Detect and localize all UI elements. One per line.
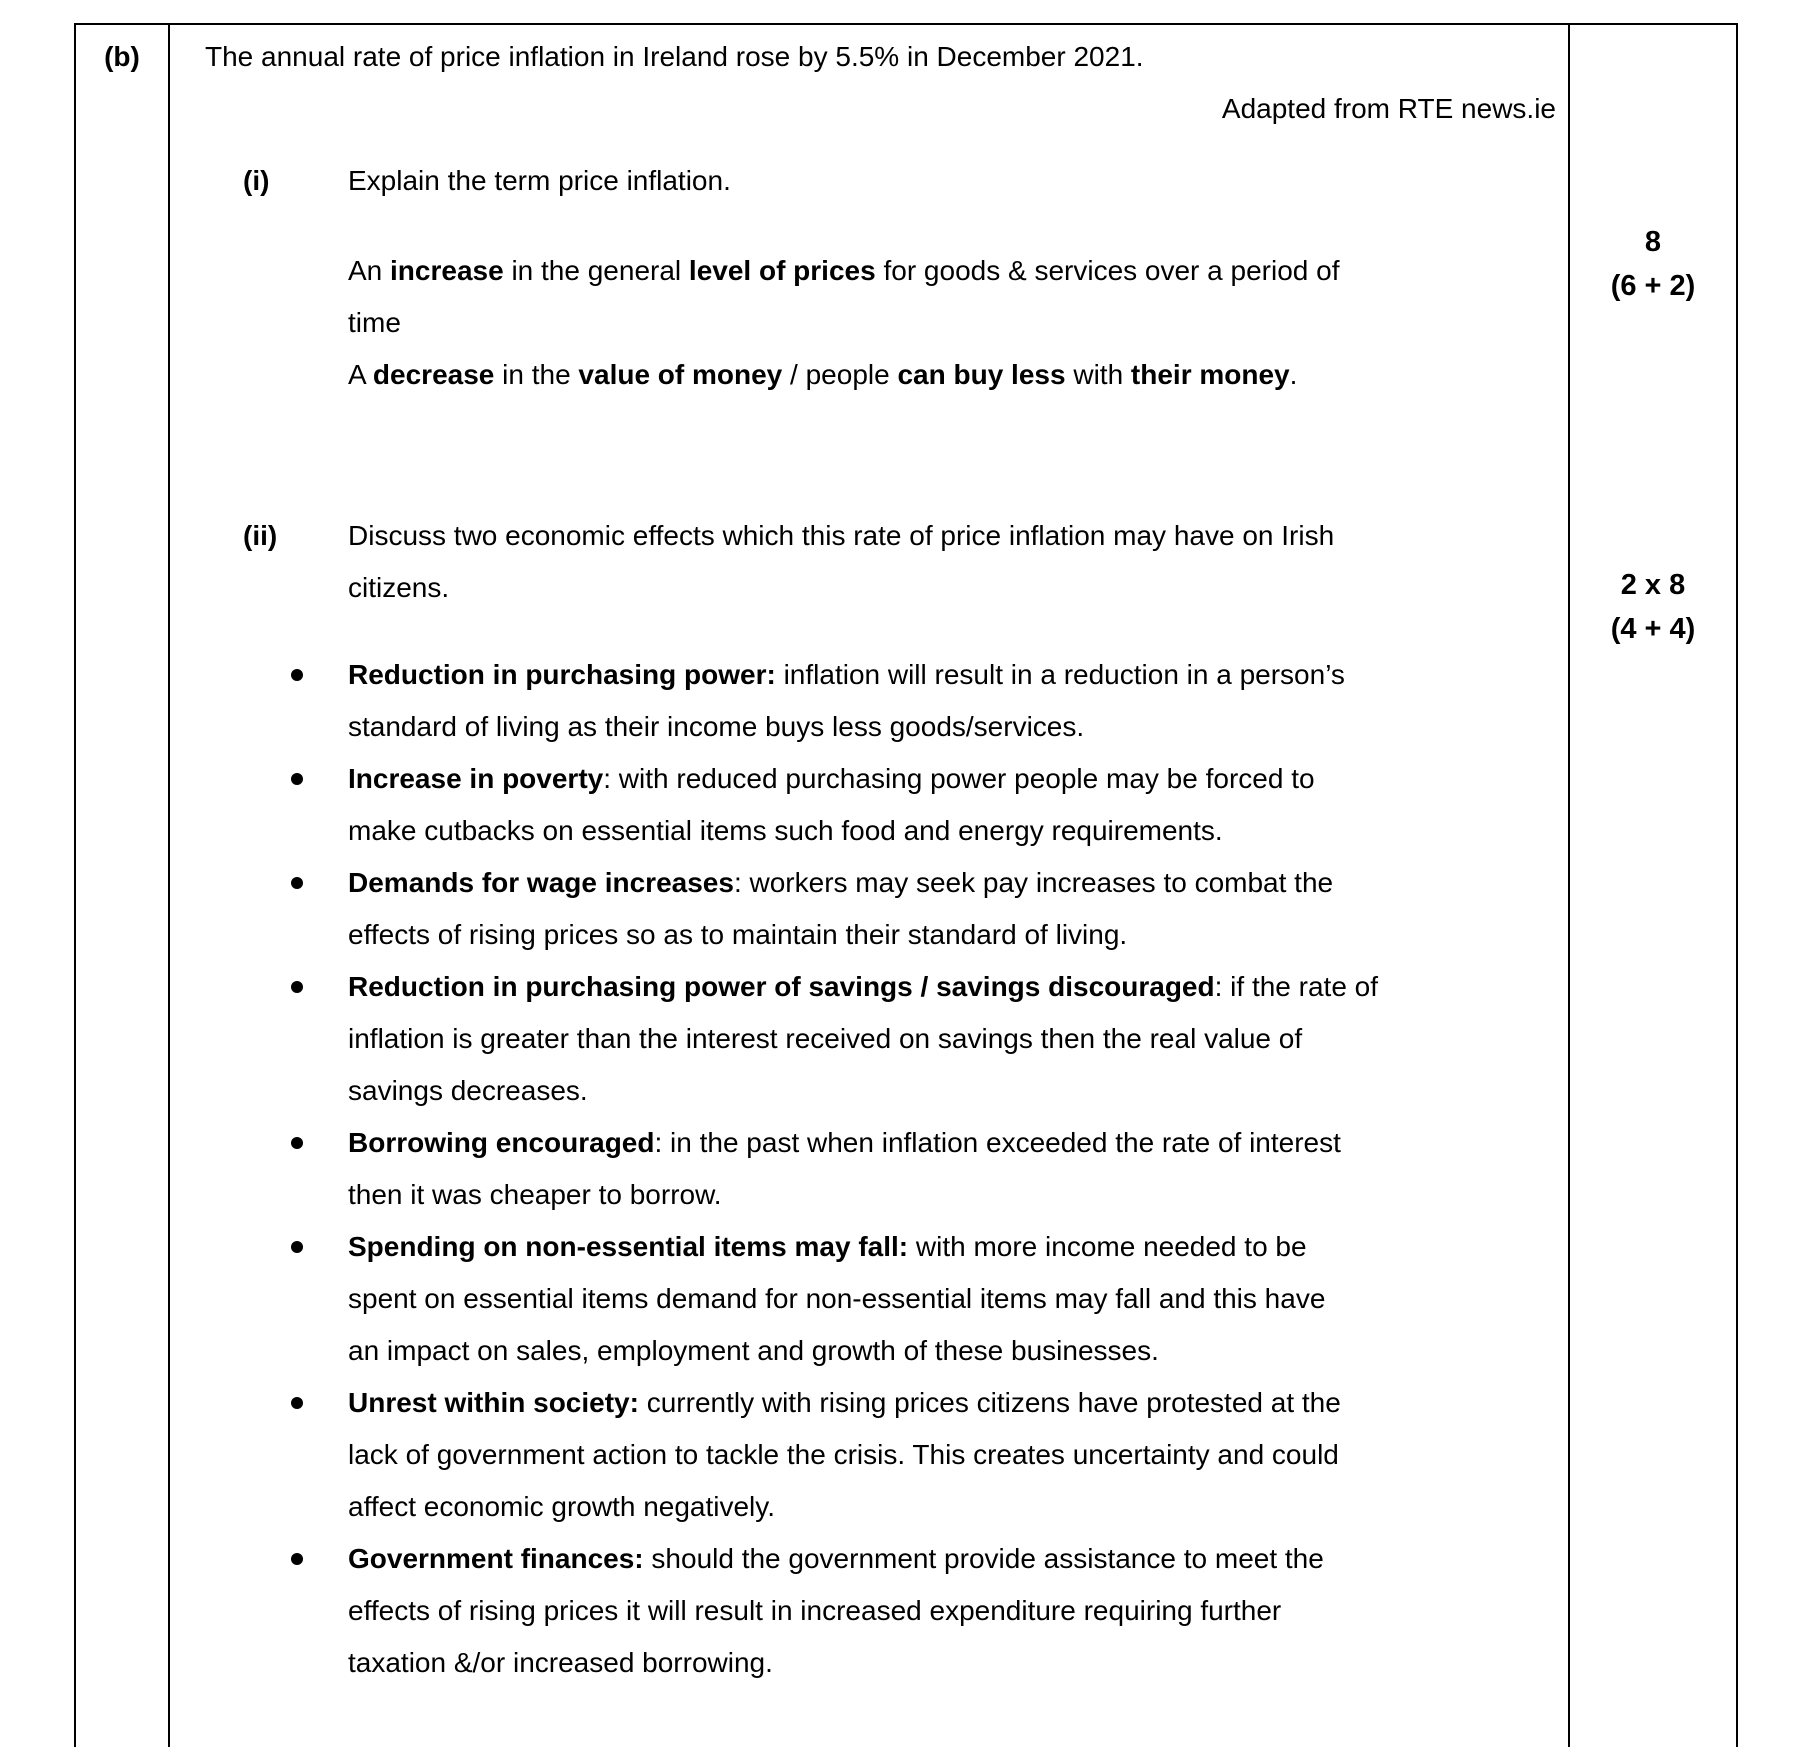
question-ii-prompt: Discuss two economic effects which this rate of price inflation may have on Irish citizens. bbox=[348, 520, 1335, 603]
list-item: Demands for wage increases: workers may seek pay increases to combat the effects of rising prices so as to maintain their standard of living. bbox=[348, 857, 1598, 961]
list-item: Reduction in purchasing power of savings / savings discouraged: if the rate of inflation is greater than the interest received on savings then the real value of savings decreases. bbox=[348, 961, 1598, 1117]
question-intro: The annual rate of price inflation in Ireland rose by 5.5% in December 2021. bbox=[205, 41, 1144, 72]
answer-line: A decrease in the value of money / people can buy less with their money. bbox=[348, 359, 1298, 390]
part-label-cell bbox=[74, 25, 170, 1747]
marks-total: 8 bbox=[1644, 226, 1662, 258]
list-item: Increase in poverty: with reduced purchasing power people may be forced to make cutbacks on essential items such food and energy requirements. bbox=[348, 753, 1598, 857]
marks-question-ii bbox=[1570, 563, 1736, 651]
marks-breakdown: (6 + 2) bbox=[1610, 270, 1696, 302]
marking-scheme-table bbox=[74, 23, 1738, 1747]
question-i-prompt: Explain the term price inflation. bbox=[348, 165, 731, 196]
list-item: Unrest within society: currently with rising prices citizens have protested at the lack of government action to tackle the crisis. This creates uncertainty and could affect economic growth negatively. bbox=[348, 1377, 1598, 1533]
marks-cell bbox=[1568, 25, 1738, 1747]
question-i bbox=[170, 155, 1568, 207]
part-label: (b) bbox=[104, 41, 140, 72]
question-i-label: (i) bbox=[243, 165, 270, 196]
answer-i bbox=[348, 245, 1568, 401]
effects-list bbox=[170, 649, 1568, 1689]
question-ii bbox=[170, 510, 1568, 614]
source-attribution: Adapted from RTE news.ie bbox=[1221, 93, 1556, 124]
list-item: Government finances: should the government provide assistance to meet the effects of rising prices it will result in increased expenditure requiring further taxation &/or increased borrowing. bbox=[348, 1533, 1598, 1689]
marks-question-i bbox=[1570, 220, 1736, 308]
marks-total: 2 x 8 bbox=[1620, 569, 1686, 601]
marks-breakdown: (4 + 4) bbox=[1610, 613, 1696, 645]
content-cell bbox=[170, 25, 1568, 1747]
list-item: Spending on non-essential items may fall: with more income needed to be spent on essential items demand for non-essential items may fall and this have an impact on sales, employment and growth of these businesses. bbox=[348, 1221, 1598, 1377]
list-item: Reduction in purchasing power: inflation will result in a reduction in a person’s standard of living as their income buys less goods/services. bbox=[348, 649, 1598, 753]
answer-line: An increase in the general level of prices for goods & services over a period of time bbox=[348, 255, 1340, 338]
list-item: Borrowing encouraged: in the past when inflation exceeded the rate of interest then it was cheaper to borrow. bbox=[348, 1117, 1598, 1221]
question-ii-label: (ii) bbox=[243, 520, 278, 551]
